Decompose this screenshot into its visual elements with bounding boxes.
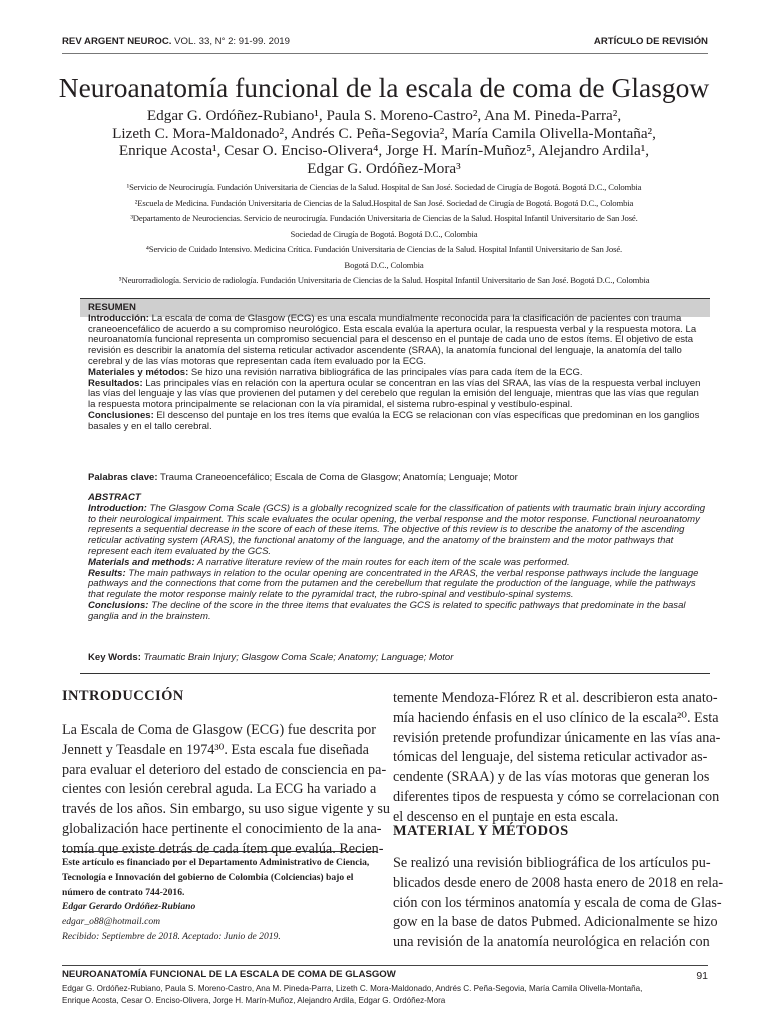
material-metodos-body	[393, 854, 724, 953]
abstract-methods-text: A narrative literature review of the main routes for each item of the scale was performed.	[194, 556, 570, 568]
key-words	[88, 652, 706, 663]
author-line: Edgar G. Ordóñez-Rubiano¹, Paula S. Moreno-Castro², Ana M. Pineda-Parra²,	[146, 107, 622, 124]
abstract-intro-text: The Glasgow Coma Scale (GCS) is a globally recognized scale for the classification of patients with traumatic brain injury according to their neurological impairment. This scale evaluates the ocular opening, the verbal response and the motor response. Functional neuroanatomy represents a sequential decrease in the score of each of these items. The objective of this review is to describe the anatomy of the ascending reticular activating system (ARAS), the functional anatomy of the language, and the anatomy of the brainstem and the motor pathways that represent each item evaluated by the GCS.	[88, 502, 706, 557]
funding-statement: Este artículo es financiado por el Departamento Administrativo de Ciencia, Tecnología e Innovación del gobierno de Colombia (Colciencias) bajo el número de contrato 744-2016.	[62, 857, 370, 898]
body-line: temente Mendoza-Flórez R et al. describieron esta anato-	[393, 690, 718, 706]
abstract-methods-label: Materials and methods:	[88, 556, 195, 568]
corresponding-author: Edgar Gerardo Ordóñez-Rubiano	[62, 901, 196, 913]
resumen-results	[88, 379, 706, 411]
body-line: cendente (SRAA) y de las vías motoras que generan los	[393, 769, 710, 786]
resumen-results-label: Resultados:	[88, 377, 143, 389]
body-line: ción con los términos anatomía y escala de coma de Glas-	[393, 894, 722, 911]
key-words-label: Key Words:	[88, 652, 141, 663]
affiliation-line: ³Departamento de Neurociencias. Servicio de neurocirugía. Fundación Universitaria de Ciencias de la Salud. Hospital Infantil Universitario de San José.	[130, 213, 638, 223]
body-line: Jennett y Teasdale en 1974³⁰. Esta escala fue diseñada	[62, 741, 369, 758]
body-line: mía haciendo énfasis en el uso clínico de la escala²⁰. Esta	[393, 709, 719, 726]
abstract-conclusions-label: Conclusions:	[88, 599, 149, 611]
abstract-results-label: Results:	[88, 567, 126, 579]
resumen-heading: RESUMEN	[88, 302, 136, 313]
abstract-introduction	[88, 504, 706, 558]
affiliation-line: Bogotá D.C., Colombia	[344, 259, 424, 270]
footer-divider	[62, 965, 708, 966]
footer-title: NEUROANATOMÍA FUNCIONAL DE LA ESCALA DE COMA DE GLASGOW	[62, 969, 396, 980]
body-line: gow en la base de datos Pubmed. Adicionalmente se hizo	[393, 914, 718, 931]
affiliation-line: ²Escuela de Medicina. Fundación Universitaria de Ciencias de la Salud.Hospital de San José. Sociedad de Cirugía de Bogotá. Bogotá D.C., Colombia	[134, 197, 634, 208]
journal-name: REV ARGENT NEUROC.	[62, 36, 172, 47]
abstract-heading: ABSTRACT	[88, 492, 141, 503]
resumen-intro-text: La escala de coma de Glasgow (ECG) es una escala mundialmente reconocida para la clasificación de pacientes con trauma craneoencefálico de acuerdo a su compromiso neurológico. Esta escala evalúa la apertura ocular, la respuesta verbal y la respuesta motora. La neuroanatomía funcional representa un compromiso secuencial para el descenso en el puntaje de cada uno de estos ítems. El objetivo de esta revisión es describir la anatomía del sistema reticular activador ascendente (SRAA), la anatomía funcional del lenguaje, la anatomía del tallo cerebral y de las vías motoras que representan cada ítem evaluado por la ECG.	[88, 312, 697, 367]
abstract-conclusions-text: The decline of the score in the three items that evaluates the GCS is related to specific pathways that predominate in the basal ganglia and in the brainstem.	[88, 599, 686, 622]
footer-authors-line: Enrique Acosta, Cesar O. Enciso-Olivera, Jorge H. Marín-Muñoz, Alejandro Ardila, Edgar G. Ordóñez-Mora	[62, 996, 446, 1005]
resumen-results-text: Las principales vías en relación con la apertura ocular se concentran en las vías del SRAA, las vías de la respuesta verbal incluyen las vías del lenguaje y las vías que provienen del putamen y del cerebelo que regulan la emisión del lenguaje, mientras que las vías que regulan la respuesta motora principalmente se relacionan con la vía piramidal, el sistema rubro-espinal y vestíbulo-espinal.	[88, 377, 701, 411]
introduccion-heading: INTRODUCCIÓN	[62, 688, 184, 704]
abstract-conclusions	[88, 601, 706, 623]
resumen-intro-label: Introducción:	[88, 312, 149, 324]
resumen-methods-label: Materiales y métodos:	[88, 366, 189, 378]
author-line: Lizeth C. Mora-Maldonado², Andrés C. Peña-Segovia², María Camila Olivella-Montaña²,	[112, 124, 656, 142]
resumen-conclusions-text: El descenso del puntaje en los tres ítems que evalúa la ECG se relacionan con vías específicas que predominan en los ganglios basales y en el tallo cerebral.	[88, 409, 700, 432]
material-metodos-heading: MATERIAL Y MÉTODOS	[393, 823, 569, 839]
header-divider	[62, 53, 708, 54]
body-line: través de los años. Sin embargo, su uso sigue vigente y su	[62, 801, 390, 818]
body-line: Se realizó una revisión bibliográfica de los artículos pu-	[393, 855, 711, 871]
body-line: una revisión de la anatomía neurológica en relación con	[393, 934, 710, 951]
affiliation-line: Sociedad de Cirugía de Bogotá. Bogotá D.C., Colombia	[290, 228, 478, 239]
body-line: revisión pretende profundizar únicamente en las vías ana-	[393, 729, 721, 746]
introduccion-body-left	[62, 721, 390, 860]
body-line: La Escala de Coma de Glasgow (ECG) fue descrita por	[62, 722, 376, 738]
received-accepted-dates: Recibido: Septiembre de 2018. Aceptado: Junio de 2019.	[62, 930, 281, 942]
body-line: globalización hace pertinente el conocimiento de la ana-	[62, 820, 382, 837]
body-line: el descenso en el puntaje en esta escala.	[393, 808, 619, 825]
journal-issue: VOL. 33, N° 2: 91-99. 2019	[174, 36, 290, 47]
resumen-section	[88, 303, 706, 433]
key-words-text: Traumatic Brain Injury; Glasgow Coma Scale; Anatomy; Language; Motor	[140, 652, 454, 663]
running-header	[62, 36, 708, 50]
footer-authors-line: Edgar G. Ordóñez-Rubiano, Paula S. Moreno-Castro, Ana M. Pineda-Parra, Lizeth C. Mora-Maldonado, Andrés C. Peña-Segovia, María Camila Olivella-Montaña,	[62, 984, 643, 993]
abstract-section	[88, 493, 706, 623]
affiliation-list	[50, 180, 718, 289]
resumen-conclusions	[88, 411, 706, 433]
author-line: Edgar G. Ordóñez-Mora³	[307, 159, 461, 177]
page-number: 91	[696, 970, 708, 982]
body-line: diferentes tipos de respuesta y cómo se correlacionan con	[393, 788, 720, 805]
affiliation-line: ¹Servicio de Neurocirugía. Fundación Universitaria de Ciencias de la Salud. Hospital de San José. Sociedad de Cirugía de Bogotá. Bogotá D.C., Colombia	[126, 182, 642, 192]
affiliation-line: ⁴Servicio de Cuidado Intensivo. Medicina Crítica. Fundación Universitaria de Ciencias de la Salud. Hospital Infantil Universitario de San José.	[145, 244, 623, 254]
palabras-clave-label: Palabras clave:	[88, 472, 158, 483]
article-title: Neuroanatomía funcional de la escala de coma de Glasgow	[58, 72, 710, 103]
palabras-clave-text: Trauma Craneoencefálico; Escala de Coma de Glasgow; Anatomía; Lenguaje; Motor	[157, 472, 518, 483]
body-line: tómicas del lenguaje, del sistema reticular activador as-	[393, 749, 708, 766]
abstract-intro-label: Introduction:	[88, 502, 147, 514]
body-line: blicados desde enero de 2008 hasta enero de 2018 en rela-	[393, 874, 724, 891]
footnote-divider	[62, 851, 377, 852]
abstract-results-text: The main pathways in relation to the ocular opening are concentrated in the ARAS, the verbal response pathways include the language pathways and the connections that come from the putamen and the cerebellum that regulate the production of the language, while the pathways that regulate the motor response mainly relate to the pyramidal tract, the rubro-spinal and vestibulo-spinal systems.	[88, 567, 699, 601]
author-line: Enrique Acosta¹, Cesar O. Enciso-Olivera⁴, Jorge H. Marín-Muñoz⁵, Alejandro Ardila¹,	[118, 142, 650, 159]
journal-citation	[62, 36, 290, 47]
resumen-methods-text: Se hizo una revisión narrativa bibliográfica de las principales vías para cada ítem de la ECG.	[188, 366, 583, 378]
abstract-results	[88, 569, 706, 601]
funding-footnote	[62, 856, 377, 945]
author-email[interactable]: edgar_o88@hotmail.com	[62, 916, 161, 928]
palabras-clave	[88, 472, 706, 483]
resumen-conclusions-label: Conclusiones:	[88, 409, 154, 421]
body-line: para evaluar el deterioro del estado de consciencia en pa-	[62, 761, 387, 778]
article-type-label: ARTÍCULO DE REVISIÓN	[593, 36, 708, 47]
body-line: tomía que existe detrás de cada ítem que evalúa. Recien-	[62, 840, 384, 857]
introduccion-body-right	[393, 689, 721, 828]
resumen-introduction	[88, 314, 706, 368]
author-list	[60, 107, 708, 177]
footer-authors	[62, 983, 682, 1007]
affiliation-line: ⁵Neurorradiología. Servicio de radiología. Fundación Universitaria de Ciencias de la Salud. Hospital Infantil Universitario de San José. Bogotá D.C., Colombia	[118, 275, 650, 285]
body-line: cientes con lesión cerebral aguda. La ECG ha variado a	[62, 781, 377, 798]
